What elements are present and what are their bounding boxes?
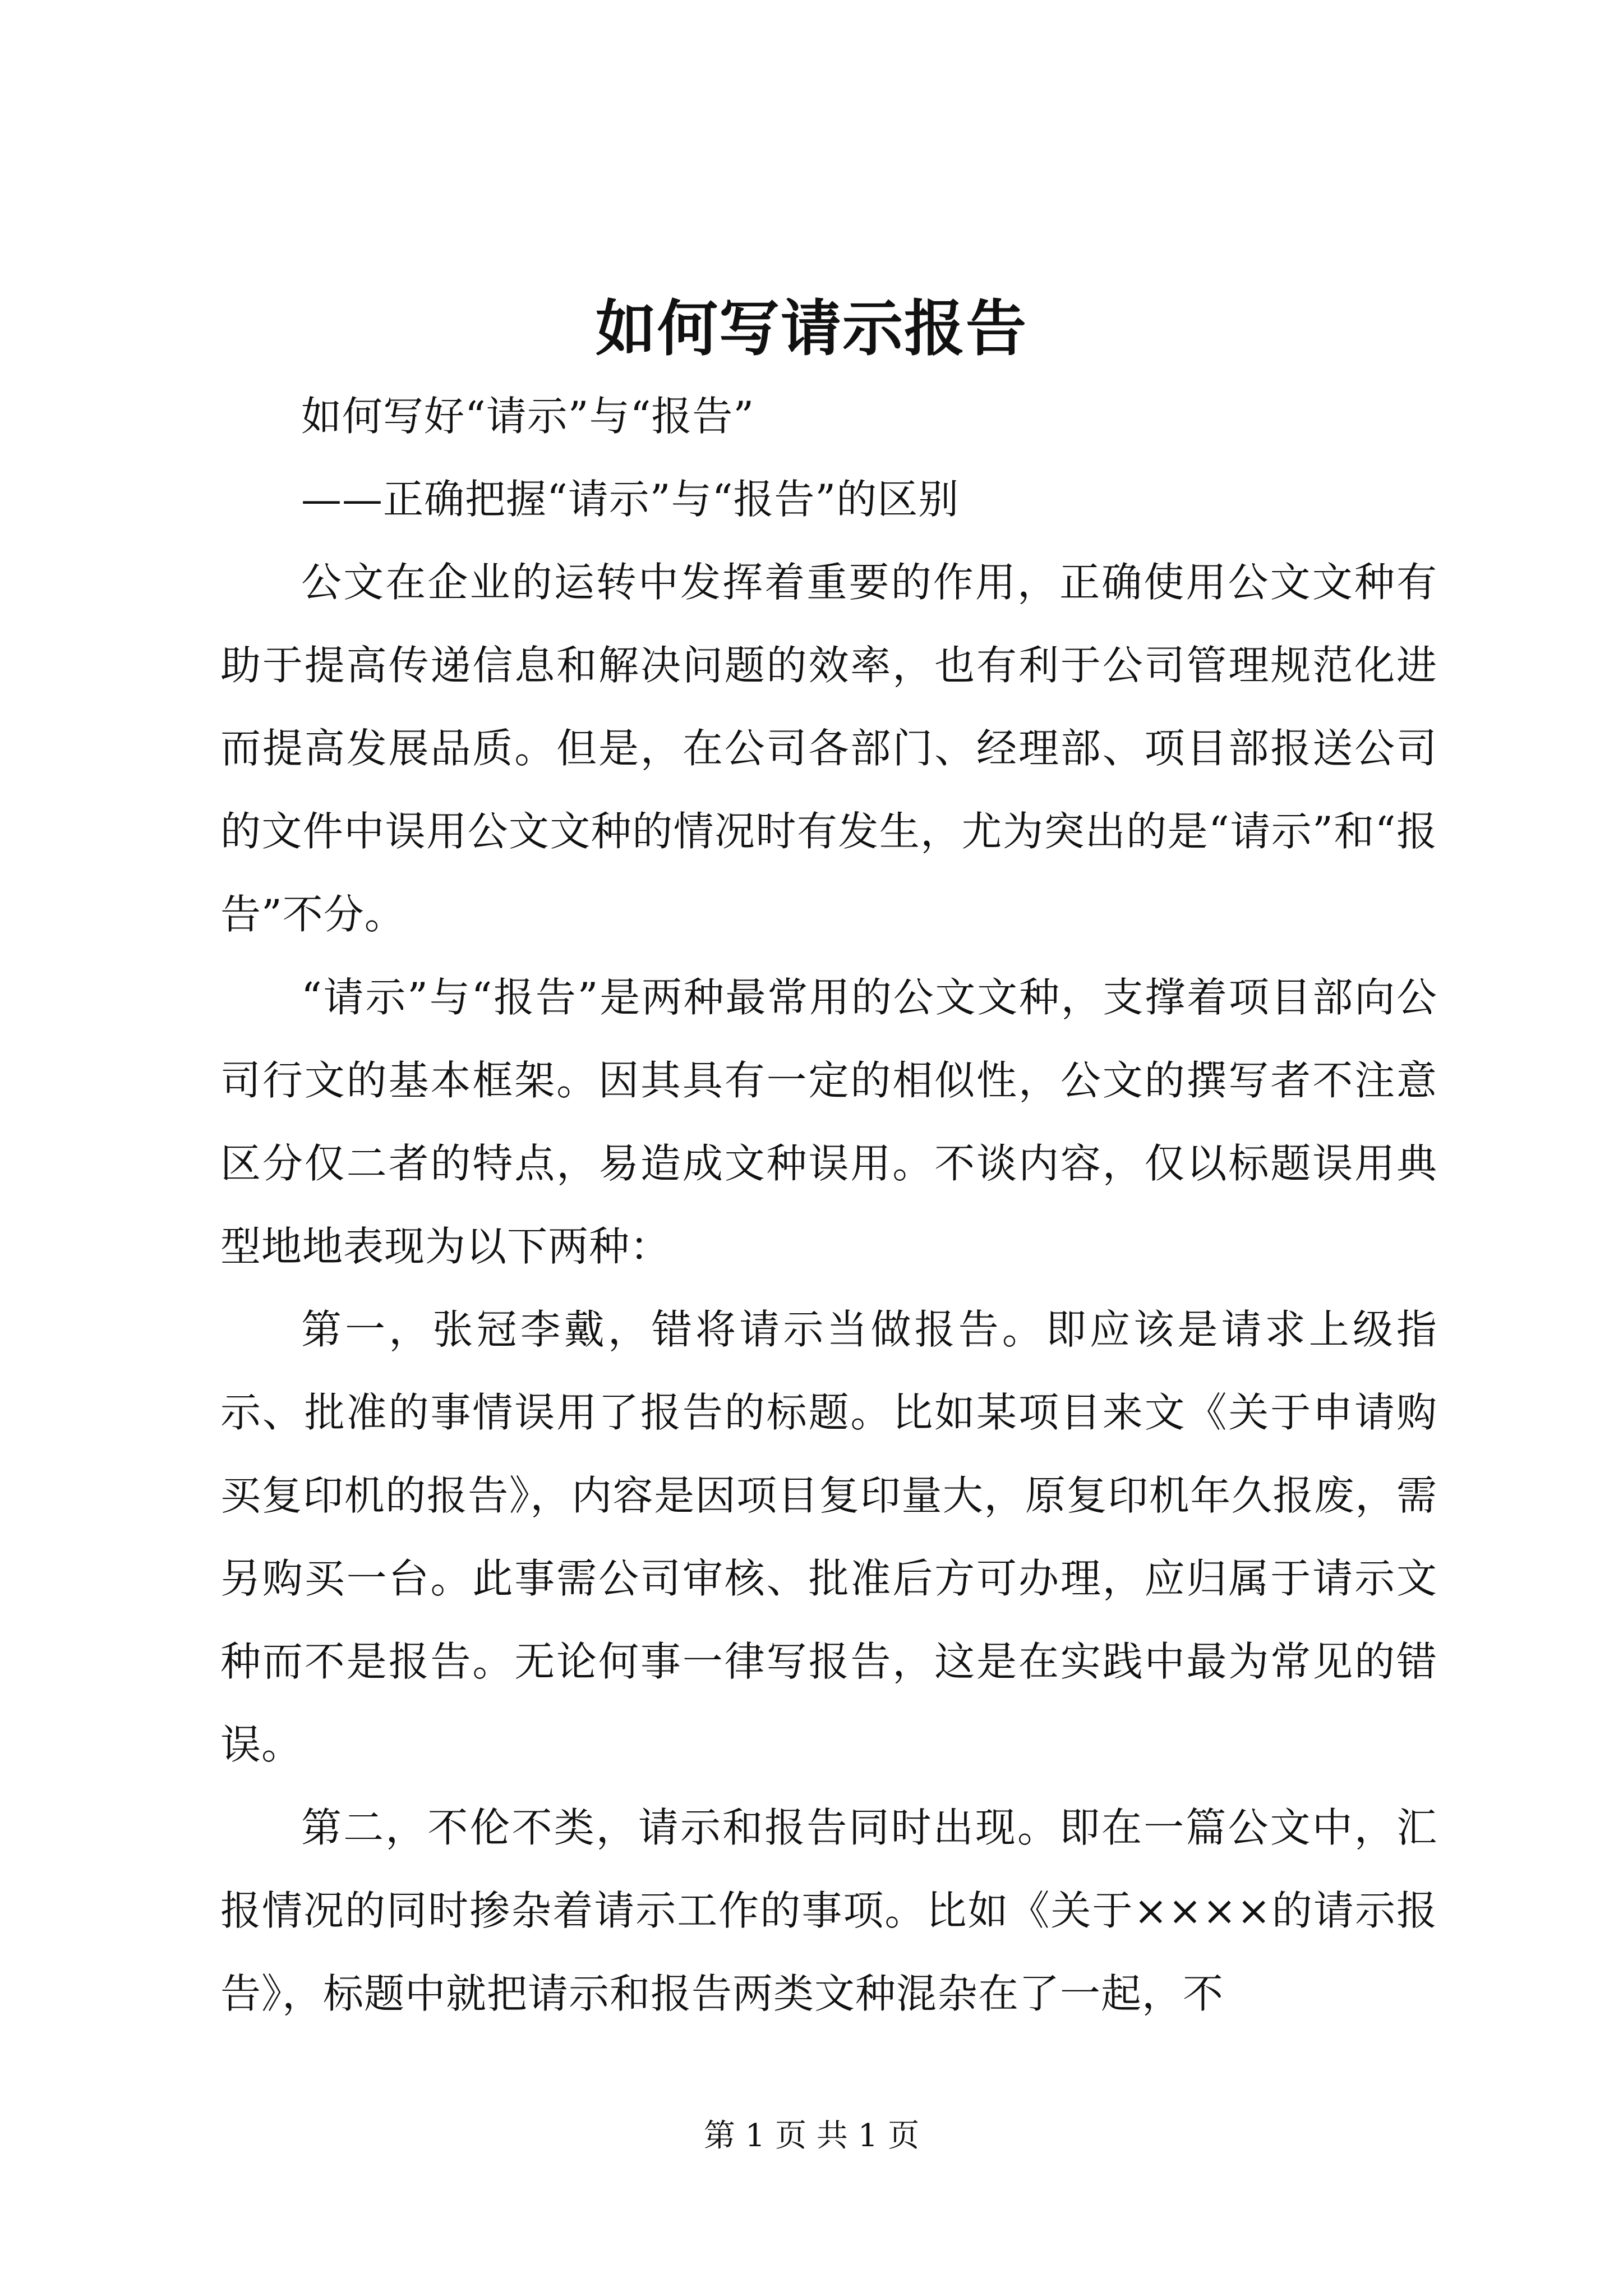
page-number-footer: 第 1 页 共 1 页 (703, 2118, 920, 2154)
document-body (220, 375, 1437, 2035)
body-paragraph: 第一，张冠李戴，错将请示当做报告。即应该是请求上级指示、批准的事情误用了报告的标题。比如某项目来文《关于申请购买复印机的报告》，内容是因项目复印量大，原复印机年久报废，需另购买一台。此事需公司审核、批准后方可办理，应归属于请示文种而不是报告。无论何事一律写报告，这是在实践中最为常见的错误。 (220, 1306, 1437, 1768)
body-paragraph: “请示”与“报告”是两种最常用的公文文种，支撑着项目部向公司行文的基本框架。因其具有一定的相似性，公文的撰写者不注意区分仅二者的特点，易造成文种误用。不谈内容，仅以标题误用典型地地表现为以下两种： (220, 974, 1437, 1270)
body-paragraph: 第二，不伦不类，请示和报告同时出现。即在一篇公文中，汇报情况的同时掺杂着请示工作的事项。比如《关于××××的请示报告》，标题中就把请示和报告两类文种混杂在了一起，不 (220, 1804, 1437, 2017)
document-title: 如何写请示报告 (595, 293, 1027, 364)
subtitle-paragraph: 如何写好“请示”与“报告” (301, 393, 755, 440)
body-paragraph: 公文在企业的运转中发挥着重要的作用，正确使用公文文种有助于提高传递信息和解决问题的效率，也有利于公司管理规范化进而提高发展品质。但是，在公司各部门、经理部、项目部报送公司的文件中误用公文文种的情况时有发生，尤为突出的是“请示”和“报告”不分。 (220, 559, 1437, 938)
subheading-paragraph: ——正确把握“请示”与“报告”的区别 (301, 476, 960, 523)
